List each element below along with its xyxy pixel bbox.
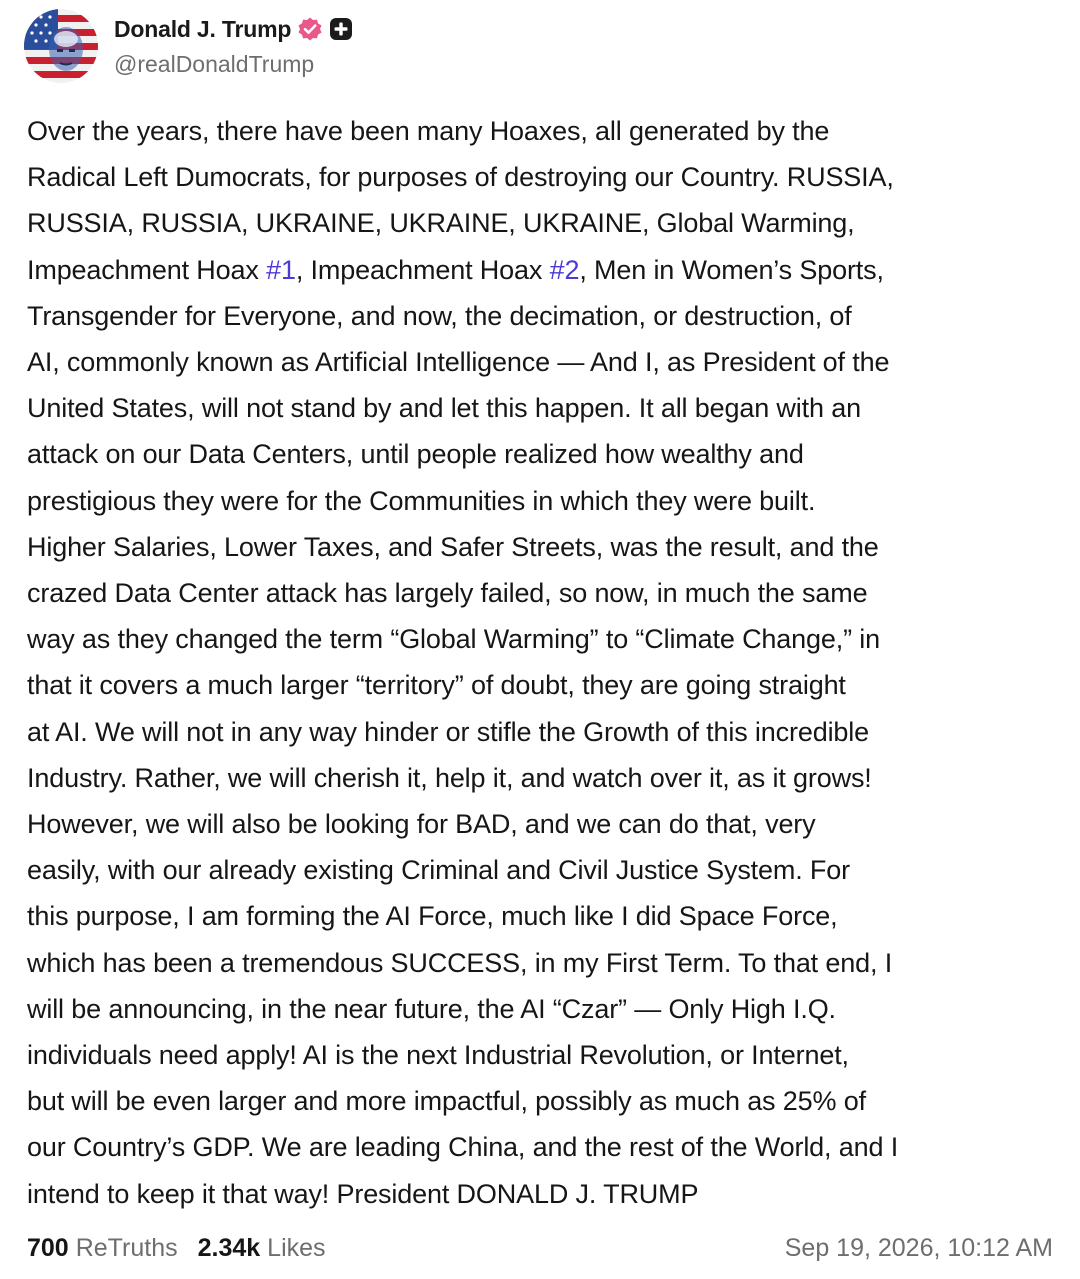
post-text-line (27, 1124, 1057, 1170)
post-text-segment: will be announcing, in the near future, the AI “Czar” — Only High I.Q. (27, 993, 836, 1024)
post-text-segment: Impeachment Hoax (27, 254, 267, 285)
post-text-line (27, 1032, 1057, 1078)
hashtag-link[interactable]: #2 (549, 254, 580, 285)
flag-portrait-avatar-icon (24, 9, 98, 83)
post-text-line (27, 801, 1057, 847)
post-text-segment: way as they changed the term “Global Warming” to “Climate Change,” in (27, 624, 881, 655)
plus-badge-icon (329, 17, 353, 41)
post-text-segment: , Impeachment Hoax (295, 254, 550, 285)
post-text-segment: which has been a tremendous SUCCESS, in my First Term. To that end, I (27, 947, 893, 978)
post-text-line (27, 247, 1057, 293)
hashtag-link[interactable]: #1 (266, 254, 296, 285)
post-text-segment: prestigious they were for the Communities in which they were built. (27, 485, 816, 516)
post-text-line (27, 570, 1057, 616)
post-text-line (27, 940, 1057, 986)
post-text-segment: RUSSIA, RUSSIA, UKRAINE, UKRAINE, UKRAINE, Global Warming, (27, 208, 855, 239)
post-text-segment: individuals need apply! AI is the next Industrial Revolution, or Internet, (27, 1040, 849, 1071)
name-row (114, 13, 353, 45)
author-handle[interactable]: @realDonaldTrump (114, 51, 315, 77)
post-text-line (27, 478, 1057, 524)
post-text-line (27, 154, 1057, 200)
post-text-segment: Radical Left Dumocrats, for purposes of destroying our Country. RUSSIA, (27, 162, 894, 193)
post-text-segment: However, we will also be looking for BAD, and we can do that, very (27, 809, 816, 840)
post-text-segment: easily, with our already existing Criminal and Civil Justice System. For (27, 855, 850, 886)
post-text-line (27, 1078, 1057, 1124)
retruths-label[interactable]: ReTruths (75, 1233, 178, 1262)
post-text-segment: United States, will not stand by and let this happen. It all began with an (27, 393, 861, 424)
post-text-segment: AI, commonly known as Artificial Intelligence — And I, as President of the (27, 347, 890, 378)
post-text-line (27, 709, 1057, 755)
post-text-segment: that it covers a much larger “territory” of doubt, they are going straight (27, 670, 846, 701)
avatar[interactable] (24, 9, 98, 83)
post-text-segment: Over the years, there have been many Hoaxes, all generated by the (27, 116, 830, 146)
post-text-segment: intend to keep it that way! President DONALD J. TRUMP (27, 1178, 699, 1209)
author-names (114, 13, 353, 79)
post-text-segment: our Country’s GDP. We are leading China, and the rest of the World, and I (27, 1132, 899, 1163)
post-text-segment: Higher Salaries, Lower Taxes, and Safer Streets, was the result, and the (27, 531, 879, 562)
post-text-segment: crazed Data Center attack has largely failed, so now, in much the same (27, 578, 868, 609)
post-text-line (27, 893, 1057, 939)
post-text-line (27, 108, 1057, 154)
post-text-line (27, 616, 1057, 662)
post-text-segment: but will be even larger and more impactful, possibly as much as 25% of (27, 1086, 866, 1117)
post-text-line (27, 847, 1057, 893)
post-text-segment: this purpose, I am forming the AI Force, much like I did Space Force, (27, 901, 838, 932)
post-text-line (27, 293, 1057, 339)
post-text-segment: Transgender for Everyone, and now, the decimation, or destruction, of (27, 300, 852, 331)
post-text-line (27, 385, 1057, 431)
post-text-segment: at AI. We will not in any way hinder or stifle the Growth of this incredible (27, 716, 870, 747)
post-header (24, 8, 353, 84)
post-text-segment: Industry. Rather, we will cherish it, help it, and watch over it, as it grows! (27, 762, 872, 793)
likes-label[interactable]: Likes (267, 1233, 326, 1262)
post-text-line (27, 431, 1057, 477)
post-timestamp[interactable]: Sep 19, 2026, 10:12 AM (784, 1233, 1053, 1262)
post-footer (27, 1226, 1053, 1270)
post-text-segment: , Men in Women’s Sports, (579, 254, 884, 285)
retruths-count[interactable]: 700 (27, 1233, 69, 1262)
post-text-segment: attack on our Data Centers, until people realized how wealthy and (27, 439, 804, 470)
post-text-line (27, 1171, 1057, 1217)
post-text-line (27, 662, 1057, 708)
post-text-line (27, 755, 1057, 801)
likes-count[interactable]: 2.34k (197, 1233, 261, 1262)
post-body (27, 108, 1057, 1217)
post-text-line (27, 986, 1057, 1032)
verified-badge-icon (297, 16, 323, 42)
post-text-line (27, 339, 1057, 385)
author-display-name[interactable]: Donald J. Trump (114, 15, 292, 42)
post-text-line (27, 524, 1057, 570)
post-text-line (27, 200, 1057, 246)
